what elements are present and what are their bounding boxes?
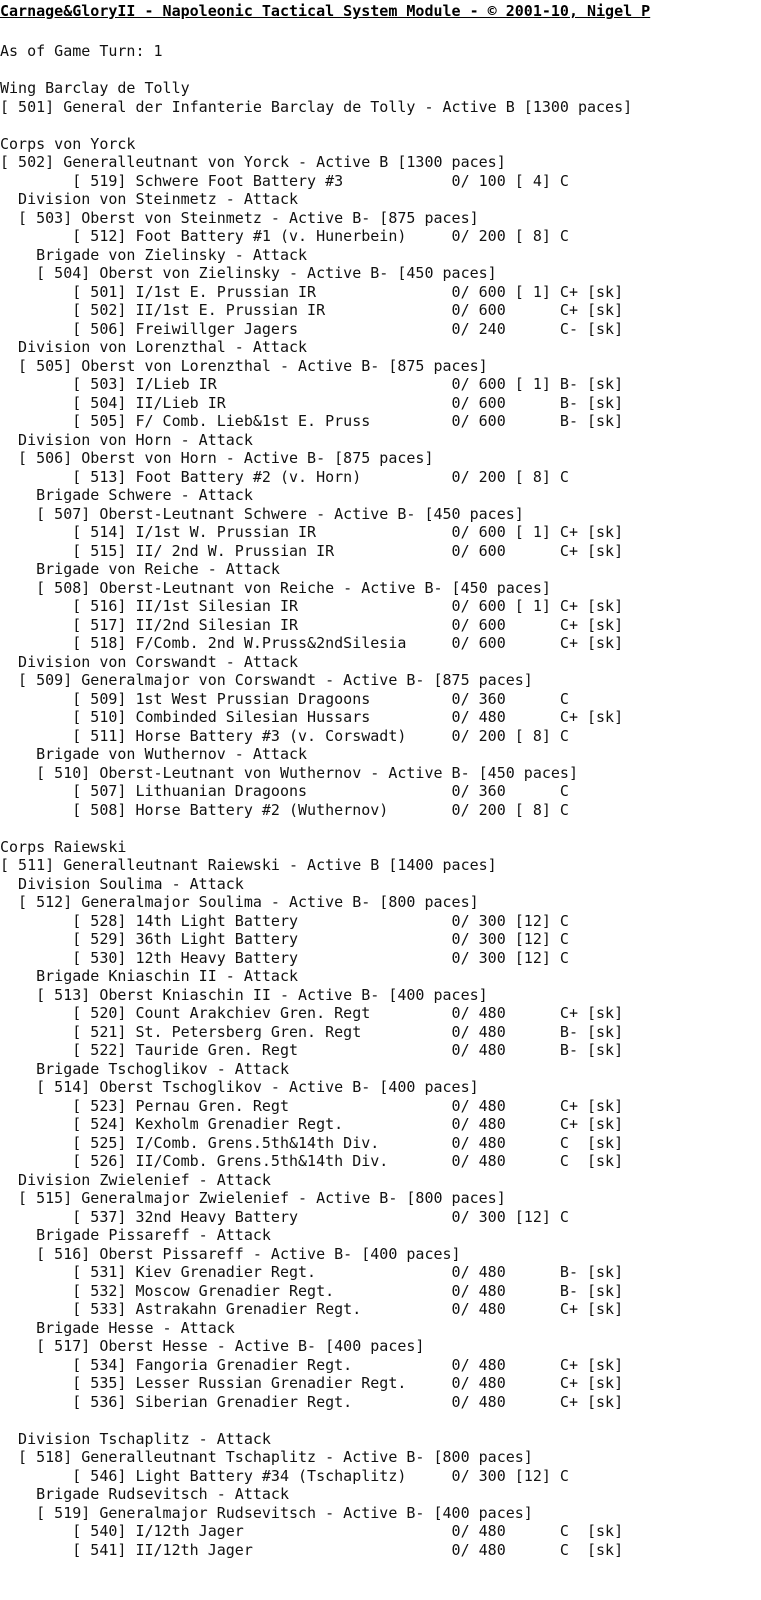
unit-line: [ 518] F/Comb. 2nd W.Pruss&2ndSilesia 0/ 600 C+ [sk] xyxy=(0,634,624,652)
unit-line: [ 535] Lesser Russian Grenadier Regt. 0/ 480 C+ [sk] xyxy=(0,1374,624,1392)
commander-line: [ 507] Oberst-Leutnant Schwere - Active B- [450 paces] xyxy=(0,504,524,523)
division-heading: Division Tschaplitz - Attack xyxy=(0,1429,271,1448)
commander-line: [ 518] Generalleutnant Tschaplitz - Active B- [800 paces] xyxy=(0,1448,533,1466)
commander-line: [ 503] Oberst von Steinmetz - Active B- [875 paces] xyxy=(0,208,479,227)
division-heading: Division von Steinmetz - Attack xyxy=(0,190,299,208)
unit-line: [ 520] Count Arakchiev Gren. Regt 0/ 480 C+ [sk] xyxy=(0,1004,624,1022)
commander-line: [ 506] Oberst von Horn - Active B- [875 paces] xyxy=(0,449,434,467)
unit-line: [ 532] Moscow Grenadier Regt. 0/ 480 B- [sk] xyxy=(0,1281,624,1300)
blank-line xyxy=(0,116,632,135)
commander-line: [ 502] Generalleutnant von Yorck - Active B [1300 paces] xyxy=(0,153,506,171)
commander-line: [ 501] General der Infanterie Barclay de Tolly - Active B [1300 paces] xyxy=(0,97,633,116)
commander-line: [ 519] Generalmajor Rudsevitsch - Active B- [400 paces] xyxy=(0,1503,533,1522)
brigade-heading: Brigade Tschoglikov - Attack xyxy=(0,1059,289,1078)
unit-line: [ 525] I/Comb. Grens.5th&14th Div. 0/ 480 C [sk] xyxy=(0,1133,624,1152)
unit-line: [ 511] Horse Battery #3 (v. Corswadt) 0/ 200 [ 8] C xyxy=(0,726,569,745)
unit-line: [ 509] 1st West Prussian Dragoons 0/ 360 C xyxy=(0,689,569,708)
commander-line: [ 510] Oberst-Leutnant von Wuthernov - Active B- [450 paces] xyxy=(0,763,578,782)
unit-line: [ 541] II/12th Jager 0/ 480 C [sk] xyxy=(0,1540,624,1559)
unit-line: [ 516] II/1st Silesian IR 0/ 600 [ 1] C+ [sk] xyxy=(0,597,624,615)
unit-line: [ 533] Astrakahn Grenadier Regt. 0/ 480 C+ [sk] xyxy=(0,1300,624,1318)
wing-heading: Wing Barclay de Tolly xyxy=(0,79,190,97)
brigade-heading: Brigade Hesse - Attack xyxy=(0,1318,235,1337)
brigade-heading: Brigade Rudsevitsch - Attack xyxy=(0,1485,289,1503)
commander-line: [ 512] Generalmajor Soulima - Active B- [800 paces] xyxy=(0,893,479,911)
unit-line: [ 502] II/1st E. Prussian IR 0/ 600 C+ [sk] xyxy=(0,301,624,319)
commander-line: [ 517] Oberst Hesse - Active B- [400 paces] xyxy=(0,1337,425,1355)
unit-line: [ 503] I/Lieb IR 0/ 600 [ 1] B- [sk] xyxy=(0,375,624,393)
commander-line: [ 509] Generalmajor von Corswandt - Active B- [875 paces] xyxy=(0,671,533,689)
corps-heading: Corps von Yorck xyxy=(0,134,136,153)
unit-line: [ 508] Horse Battery #2 (Wuthernov) 0/ 200 [ 8] C xyxy=(0,800,569,819)
report-title: Carnage&GloryII - Napoleonic Tactical System Module - © 2001-10, Nigel P xyxy=(0,2,651,20)
commander-line: [ 508] Oberst-Leutnant von Reiche - Active B- [450 paces] xyxy=(0,578,551,597)
unit-line: [ 505] F/ Comb. Lieb&1st E. Pruss 0/ 600 B- [sk] xyxy=(0,412,624,430)
unit-line: [ 528] 14th Light Battery 0/ 300 [12] C xyxy=(0,911,569,930)
unit-line: [ 515] II/ 2nd W. Prussian IR 0/ 600 C+ [sk] xyxy=(0,541,624,560)
commander-line: [ 514] Oberst Tschoglikov - Active B- [400 paces] xyxy=(0,1078,479,1096)
game-turn-line: As of Game Turn: 1 xyxy=(0,42,163,60)
unit-line: [ 510] Combinded Silesian Hussars 0/ 480 C+ [sk] xyxy=(0,708,624,726)
unit-line: [ 519] Schwere Foot Battery #3 0/ 100 [ 4] C xyxy=(0,171,569,190)
unit-line: [ 513] Foot Battery #2 (v. Horn) 0/ 200 [ 8] C xyxy=(0,467,569,486)
corps-heading: Corps Raiewski xyxy=(0,837,127,856)
division-heading: Division von Horn - Attack xyxy=(0,430,253,449)
unit-line: [ 526] II/Comb. Grens.5th&14th Div. 0/ 480 C [sk] xyxy=(0,1152,624,1170)
brigade-heading: Brigade von Zielinsky - Attack xyxy=(0,245,308,264)
unit-line: [ 522] Tauride Gren. Regt 0/ 480 B- [sk] xyxy=(0,1041,624,1059)
division-heading: Division von Lorenzthal - Attack xyxy=(0,338,308,356)
unit-line: [ 530] 12th Heavy Battery 0/ 300 [12] C xyxy=(0,948,569,967)
commander-line: [ 515] Generalmajor Zwielenief - Active B- [800 paces] xyxy=(0,1189,506,1207)
unit-line: [ 540] I/12th Jager 0/ 480 C [sk] xyxy=(0,1522,624,1540)
unit-line: [ 523] Pernau Gren. Regt 0/ 480 C+ [sk] xyxy=(0,1096,624,1115)
blank-line xyxy=(0,1411,632,1430)
blank-line xyxy=(0,819,632,838)
unit-line: [ 517] II/2nd Silesian IR 0/ 600 C+ [sk] xyxy=(0,615,624,634)
division-heading: Division Soulima - Attack xyxy=(0,874,244,893)
unit-line: [ 506] Freiwillger Jagers 0/ 240 C- [sk] xyxy=(0,319,624,338)
commander-line: [ 505] Oberst von Lorenzthal - Active B- [875 paces] xyxy=(0,356,488,375)
report-body xyxy=(0,42,632,1559)
unit-line: [ 507] Lithuanian Dragoons 0/ 360 C xyxy=(0,782,569,800)
commander-line: [ 516] Oberst Pissareff - Active B- [400 paces] xyxy=(0,1244,461,1263)
unit-line: [ 546] Light Battery #34 (Tschaplitz) 0/ 300 [12] C xyxy=(0,1466,569,1485)
commander-line: [ 513] Oberst Kniaschin II - Active B- [400 paces] xyxy=(0,985,488,1004)
unit-line: [ 534] Fangoria Grenadier Regt. 0/ 480 C+ [sk] xyxy=(0,1355,624,1374)
unit-line: [ 524] Kexholm Grenadier Regt. 0/ 480 C+ [sk] xyxy=(0,1115,624,1133)
unit-line: [ 531] Kiev Grenadier Regt. 0/ 480 B- [sk] xyxy=(0,1263,624,1281)
division-heading: Division von Corswandt - Attack xyxy=(0,652,299,671)
unit-line: [ 512] Foot Battery #1 (v. Hunerbein) 0/ 200 [ 8] C xyxy=(0,227,569,245)
unit-line: [ 501] I/1st E. Prussian IR 0/ 600 [ 1] C+ [sk] xyxy=(0,282,624,301)
brigade-heading: Brigade Schwere - Attack xyxy=(0,486,253,504)
unit-line: [ 521] St. Petersberg Gren. Regt 0/ 480 B- [sk] xyxy=(0,1022,624,1041)
unit-line: [ 514] I/1st W. Prussian IR 0/ 600 [ 1] C+ [sk] xyxy=(0,523,624,541)
unit-line: [ 529] 36th Light Battery 0/ 300 [12] C xyxy=(0,930,569,948)
blank-line xyxy=(0,61,632,80)
brigade-heading: Brigade Pissareff - Attack xyxy=(0,1226,271,1244)
commander-line: [ 504] Oberst von Zielinsky - Active B- [450 paces] xyxy=(0,264,497,282)
unit-line: [ 504] II/Lieb IR 0/ 600 B- [sk] xyxy=(0,393,624,412)
unit-line: [ 537] 32nd Heavy Battery 0/ 300 [12] C xyxy=(0,1207,569,1226)
commander-line: [ 511] Generalleutnant Raiewski - Active B [1400 paces] xyxy=(0,856,497,874)
division-heading: Division Zwielenief - Attack xyxy=(0,1170,271,1189)
unit-line: [ 536] Siberian Grenadier Regt. 0/ 480 C+ [sk] xyxy=(0,1392,624,1411)
brigade-heading: Brigade Kniaschin II - Attack xyxy=(0,967,299,985)
brigade-heading: Brigade von Reiche - Attack xyxy=(0,560,280,578)
brigade-heading: Brigade von Wuthernov - Attack xyxy=(0,745,308,763)
